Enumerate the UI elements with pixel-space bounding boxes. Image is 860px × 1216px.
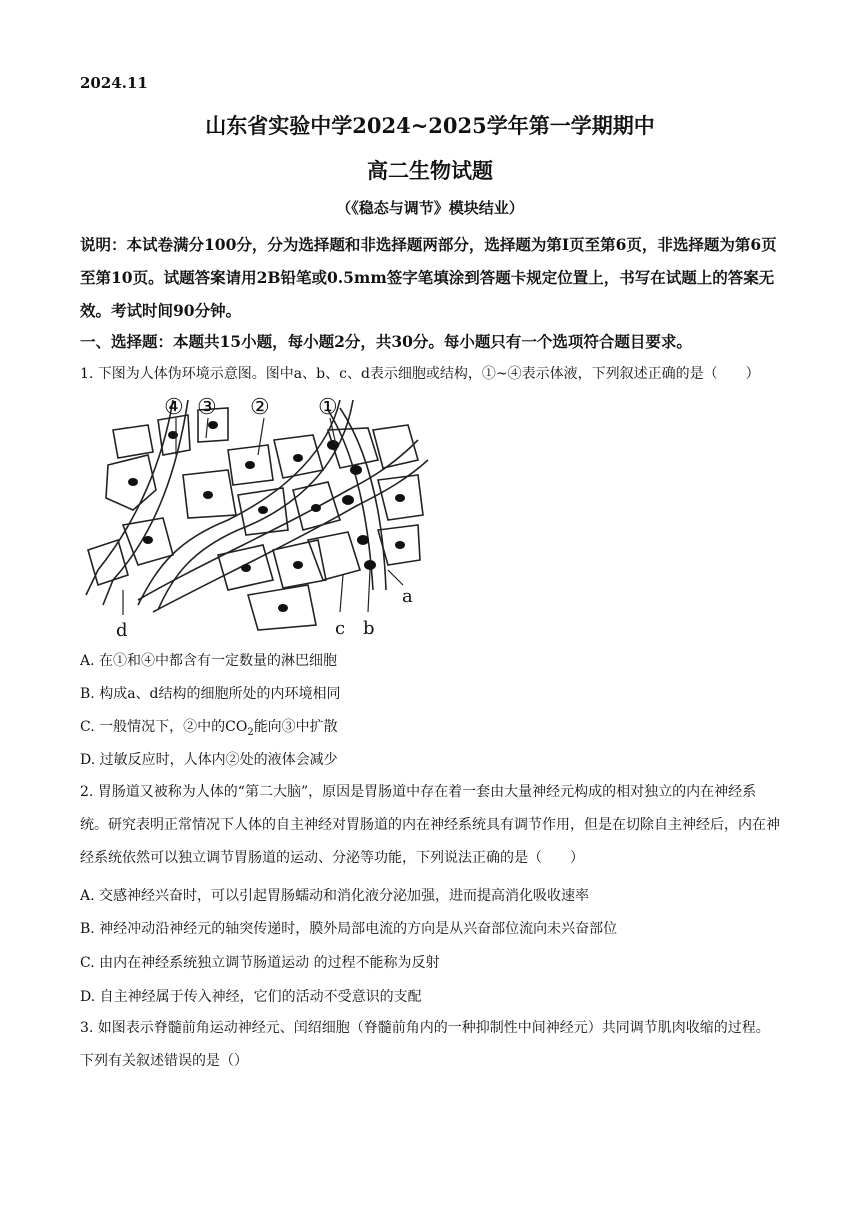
exam-title: 山东省实验中学2024~2025学年第一学期期中: [205, 113, 655, 138]
section-heading: 一、选择题：本题共15小题，每小题2分，共30分。每小题只有一个选项符合题目要求。: [80, 332, 692, 351]
label-a: a: [402, 586, 413, 607]
tissue-diagram: [78, 390, 438, 640]
q1-option-d: D. 过敏反应时，人体内②处的液体会减少: [80, 752, 338, 768]
q2-option-d: D. 自主神经属于传入神经，它们的活动不受意识的支配: [80, 989, 422, 1005]
q1-option-b: B. 构成a、d结构的细胞所处的内环境相同: [80, 686, 341, 702]
q2-option-b: B. 神经冲动沿神经元的轴突传递时，膜外局部电流的方向是从兴奋部位流向未兴奋部位: [80, 921, 618, 937]
exam-module: （《稳态与调节》模块结业）: [336, 199, 524, 217]
q2-option-c: C. 由内在神经系统独立调节肠道运动 的过程不能称为反射: [80, 955, 440, 971]
question-3-stem: 3. 如图表示脊髓前角运动神经元、闰绍细胞（脊髓前角内的一种抑制性中间神经元）共同调节肌肉收缩的过程。下列有关叙述错误的是（）: [80, 1020, 770, 1069]
exam-date: 2024.11: [80, 74, 148, 92]
label-2: ②: [250, 395, 270, 420]
label-1: ①: [318, 395, 338, 420]
question-2-stem: 2. 胃肠道又被称为人体的“第二大脑”，原因是胃肠道中存在着一套由大量神经元构成的相对独立的内在神经系统。研究表明正常情况下人体的自主神经对胃肠道的内在神经系统具有调节作用，但是在切除自主神经后，内在神经系统依然可以独立调节胃肠道的运动、分泌等功能，下列说法正确的是（ ）: [80, 784, 780, 866]
question-1-stem: 1. 下图为人体伪环境示意图。图中a、b、c、d表示细胞或结构，①~④表示体液，下列叙述正确的是（ ）: [80, 366, 760, 382]
q1-option-c: C. 一般情况下，②中的$CO_2$能向③中扩散: [80, 719, 338, 738]
exam-subtitle: 高二生物试题: [367, 158, 493, 183]
q2-option-a: A. 交感神经兴奋时，可以引起胃肠蠕动和消化液分泌加强，进而提高消化吸收速率: [80, 888, 590, 904]
label-3: ③: [197, 395, 217, 420]
q1-option-a: A. 在①和④中都含有一定数量的淋巴细胞: [80, 653, 338, 669]
label-b: b: [363, 618, 375, 639]
label-c: c: [335, 618, 346, 639]
instructions: 说明：本试卷满分100分，分为选择题和非选择题两部分，选择题为第Ⅰ页至第6页，非选择题为第6页至第10页。试题答案请用2B铅笔或0.5mm签字笔填涂到答题卡规定位置上，书写在试题上的答案无效。考试时间90分钟。: [80, 235, 777, 320]
label-d: d: [116, 620, 128, 640]
label-4: ④: [164, 395, 184, 420]
